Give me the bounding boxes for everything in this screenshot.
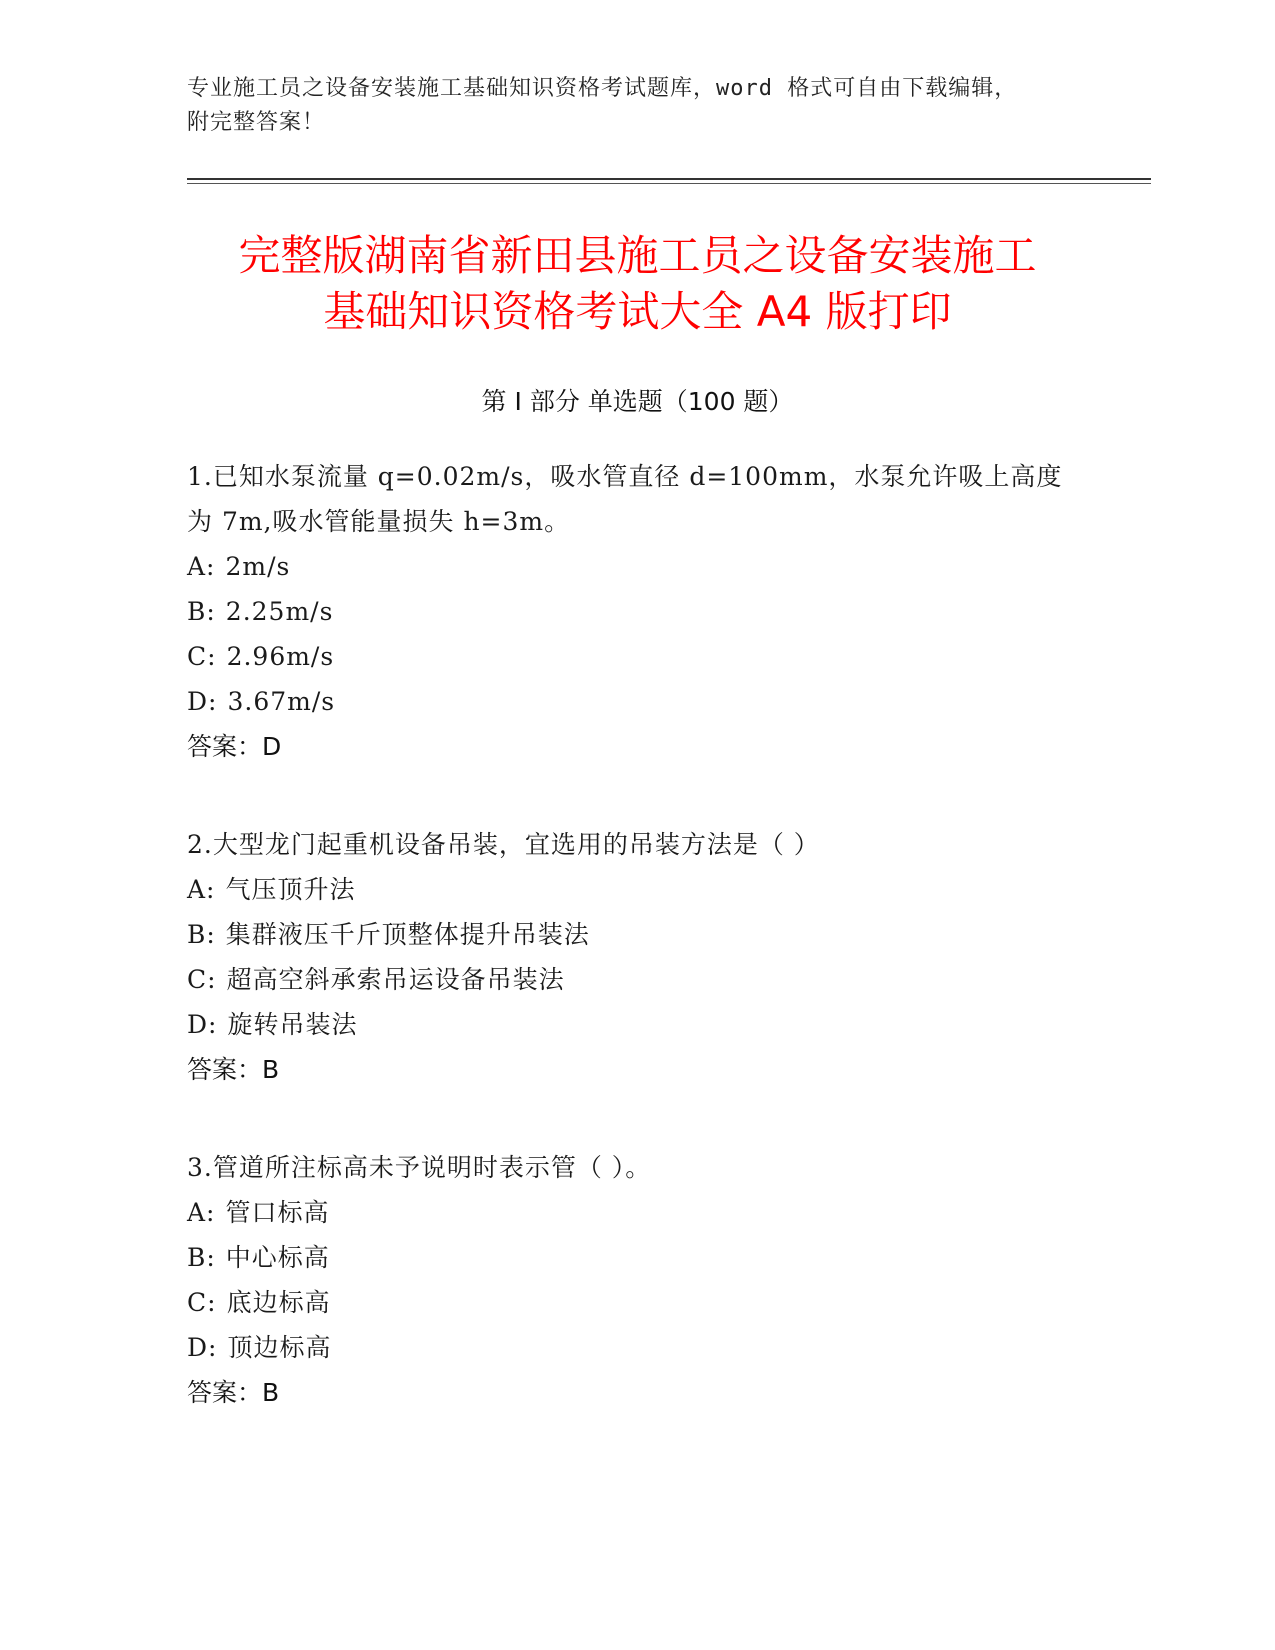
- question-stem: 1.已知水泵流量 q=0.02m/s，吸水管直径 d=100mm，水泵允许吸上高度: [187, 462, 1063, 491]
- option-text: 超高空斜承索吊运设备吊装法: [226, 965, 565, 994]
- header-divider-thick: [187, 178, 1151, 180]
- option-c: [187, 634, 1087, 679]
- document-title: [150, 228, 1125, 340]
- option-key: C:: [187, 965, 217, 994]
- option-text: 2.96m/s: [226, 642, 335, 671]
- document-title-line-2: 基础知识资格考试大全 A4 版打印: [323, 287, 952, 336]
- option-text: 2m/s: [225, 552, 291, 581]
- question-1: [187, 454, 1087, 769]
- question-stem: 2.大型龙门起重机设备吊装，宜选用的吊装方法是（ ）: [187, 830, 820, 859]
- option-d: [187, 1325, 1087, 1370]
- option-text: 顶边标高: [227, 1333, 332, 1362]
- option-text: 2.25m/s: [225, 597, 334, 626]
- option-text: 底边标高: [226, 1288, 331, 1317]
- document-title-line-1: 完整版湖南省新田县施工员之设备安装施工: [238, 231, 1037, 280]
- option-key: D:: [187, 687, 218, 716]
- question-stem-continued: 为 7m,吸水管能量损失 h=3m。: [187, 507, 571, 536]
- header-note-line-1: 专业施工员之设备安装施工基础知识资格考试题库，word 格式可自由下载编辑，: [187, 76, 1018, 101]
- option-key: C:: [187, 642, 217, 671]
- option-b: [187, 1235, 1087, 1280]
- option-d: [187, 1002, 1087, 1047]
- option-key: C:: [187, 1288, 217, 1317]
- option-key: D:: [187, 1333, 218, 1362]
- option-a: [187, 867, 1087, 912]
- option-a: [187, 544, 1087, 589]
- option-b: [187, 912, 1087, 957]
- option-key: B:: [187, 1243, 216, 1272]
- header-note: [187, 72, 1087, 140]
- option-key: A:: [187, 875, 216, 904]
- option-text: 中心标高: [225, 1243, 330, 1272]
- answer: 答案：D: [187, 732, 282, 761]
- question-2: [187, 822, 1087, 1092]
- option-text: 管口标高: [225, 1198, 330, 1227]
- option-b: [187, 589, 1087, 634]
- header-note-line-2: 附完整答案！: [187, 110, 326, 135]
- option-text: 集群液压千斤顶整体提升吊装法: [225, 920, 590, 949]
- answer: 答案：B: [187, 1378, 280, 1407]
- section-title: 第 I 部分 单选题（100 题）: [481, 387, 794, 416]
- option-key: A:: [187, 1198, 216, 1227]
- option-text: 气压顶升法: [225, 875, 356, 904]
- option-key: B:: [187, 597, 216, 626]
- question-stem: 3.管道所注标高未予说明时表示管（ ）。: [187, 1153, 652, 1182]
- answer: 答案：B: [187, 1055, 280, 1084]
- option-key: A:: [187, 552, 216, 581]
- option-d: [187, 679, 1087, 724]
- option-text: 旋转吊装法: [227, 1010, 358, 1039]
- header-divider-thin: [187, 183, 1151, 184]
- option-key: D:: [187, 1010, 218, 1039]
- option-c: [187, 957, 1087, 1002]
- question-3: [187, 1145, 1087, 1415]
- option-c: [187, 1280, 1087, 1325]
- option-key: B:: [187, 920, 216, 949]
- option-text: 3.67m/s: [227, 687, 336, 716]
- option-a: [187, 1190, 1087, 1235]
